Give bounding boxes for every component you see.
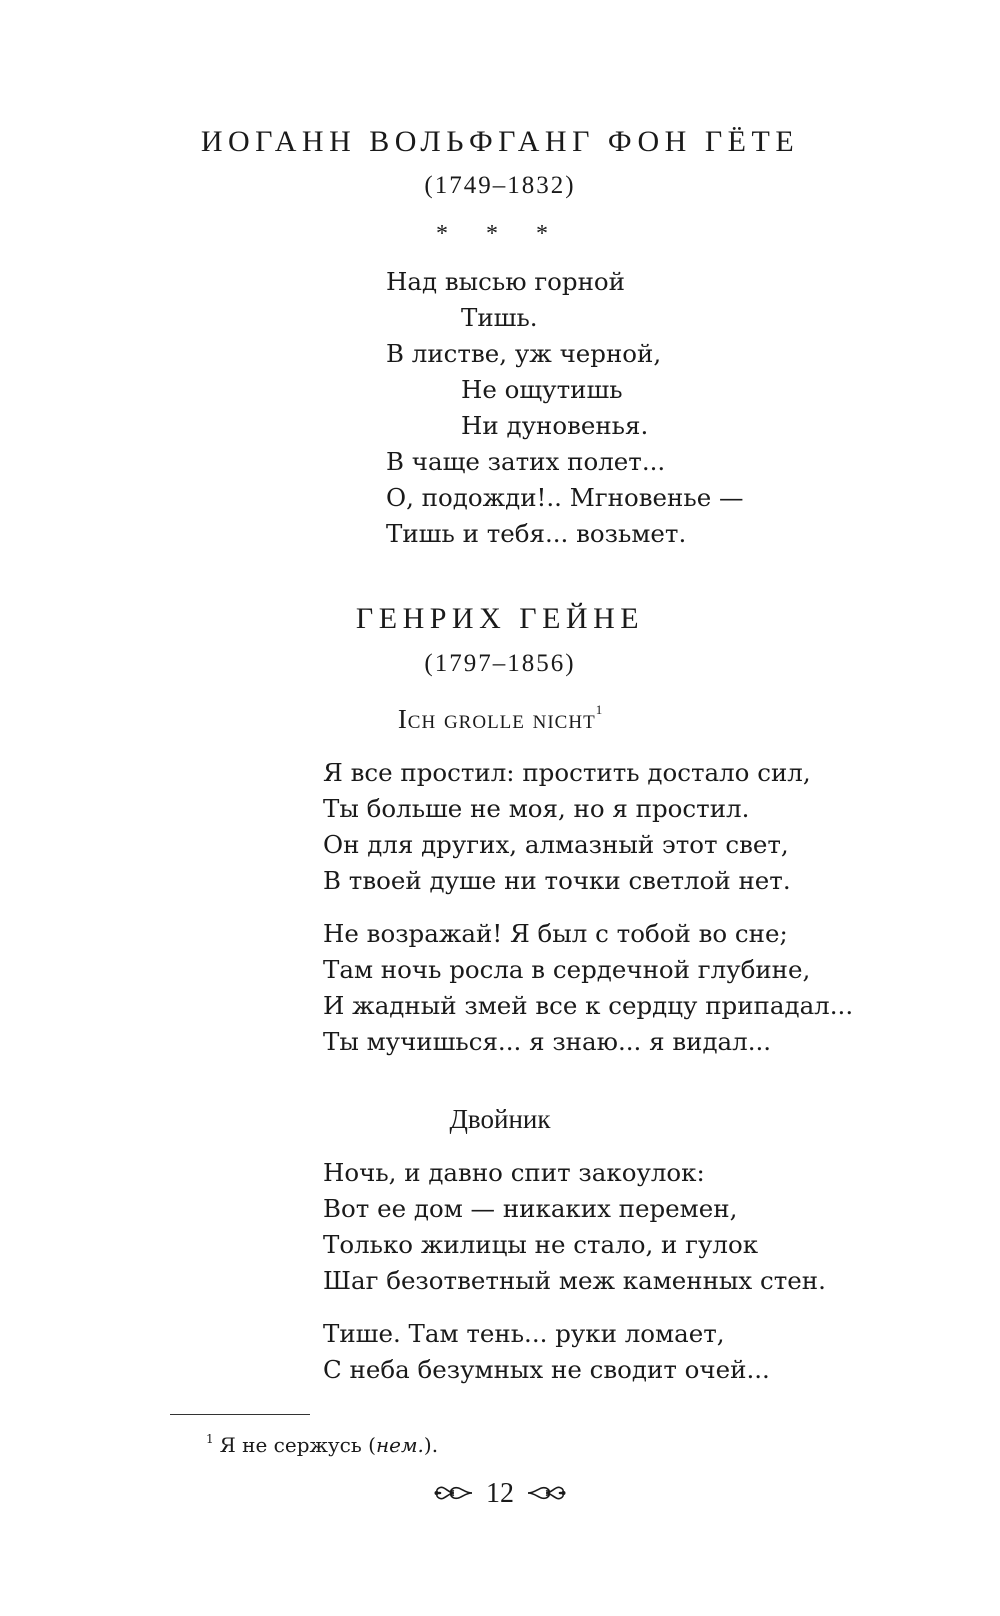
footnote-marker: 1 bbox=[595, 702, 603, 717]
poem-dvoinik-stanza-1 bbox=[323, 1155, 826, 1299]
poem-title-text: Ich grolle nicht bbox=[397, 704, 596, 734]
poem-line: Он для других, алмазный этот свет, bbox=[323, 830, 789, 859]
poem-line: Там ночь росла в сердечной глубине, bbox=[323, 955, 811, 984]
author-goethe-dates: (1749–1832) bbox=[424, 172, 576, 199]
poem-line: Над высью горной bbox=[386, 267, 625, 296]
poem-line: Тишь и тебя... возьмет. bbox=[386, 519, 687, 548]
poem-line: Не ощутишь bbox=[461, 375, 623, 404]
poem-line: Только жилицы не стало, и гулок bbox=[323, 1230, 759, 1259]
poem-ich-grolle-nicht-stanza-1 bbox=[323, 755, 811, 899]
footnote-number: 1 bbox=[206, 1432, 214, 1446]
poem-title-ich-grolle-nicht bbox=[0, 702, 1000, 735]
author-goethe: ИОГАНН ВОЛЬФГАНГ ФОН ГЁТЕ bbox=[200, 125, 800, 158]
footnote bbox=[206, 1432, 438, 1457]
poem-line: Тише. Там тень... руки ломает, bbox=[323, 1319, 725, 1348]
footnote-text-end: ). bbox=[423, 1433, 439, 1457]
fleuron-right-icon bbox=[526, 1480, 566, 1512]
author-heine-dates: (1797–1856) bbox=[424, 650, 576, 677]
poem-line: Ты больше не моя, но я простил. bbox=[323, 794, 750, 823]
page-number: 12 bbox=[486, 1478, 514, 1509]
poem-goethe bbox=[386, 264, 744, 552]
poem-line: В твоей душе ни точки светлой нет. bbox=[323, 866, 791, 895]
footnote-text-italic: нем. bbox=[375, 1433, 424, 1457]
poem-line: Ночь, и давно спит закоулок: bbox=[323, 1158, 705, 1187]
poem-line: И жадный змей все к сердцу припадал... bbox=[323, 991, 854, 1020]
page-number-block bbox=[0, 1478, 1000, 1512]
poem-line: Ты мучишься... я знаю... я видал... bbox=[323, 1027, 772, 1056]
poem-title-dvoinik: Двойник bbox=[449, 1104, 551, 1134]
footnote-text-start: Я не сержусь ( bbox=[219, 1433, 376, 1457]
author-heine: ГЕНРИХ ГЕЙНЕ bbox=[355, 602, 645, 635]
poem-line: Я все простил: простить достало сил, bbox=[323, 758, 811, 787]
section-separator-stars: * * * bbox=[436, 221, 564, 247]
footnote-divider bbox=[170, 1414, 310, 1415]
poem-line: О, подожди!.. Мгновенье — bbox=[386, 483, 744, 512]
poem-line: С неба безумных не сводит очей... bbox=[323, 1355, 770, 1384]
poem-line: Вот ее дом — никаких перемен, bbox=[323, 1194, 738, 1223]
poem-line: Не возражай! Я был с тобой во сне; bbox=[323, 919, 788, 948]
poem-dvoinik-stanza-2 bbox=[323, 1316, 770, 1388]
poem-line: В чаще затих полет... bbox=[386, 447, 666, 476]
poem-line: Тишь. bbox=[461, 303, 538, 332]
poem-line: Ни дуновенья. bbox=[461, 411, 649, 440]
poem-line: Шаг безответный меж каменных стен. bbox=[323, 1266, 826, 1295]
poem-line: В листве, уж черной, bbox=[386, 339, 662, 368]
poem-ich-grolle-nicht-stanza-2 bbox=[323, 916, 853, 1060]
fleuron-left-icon bbox=[434, 1480, 474, 1512]
